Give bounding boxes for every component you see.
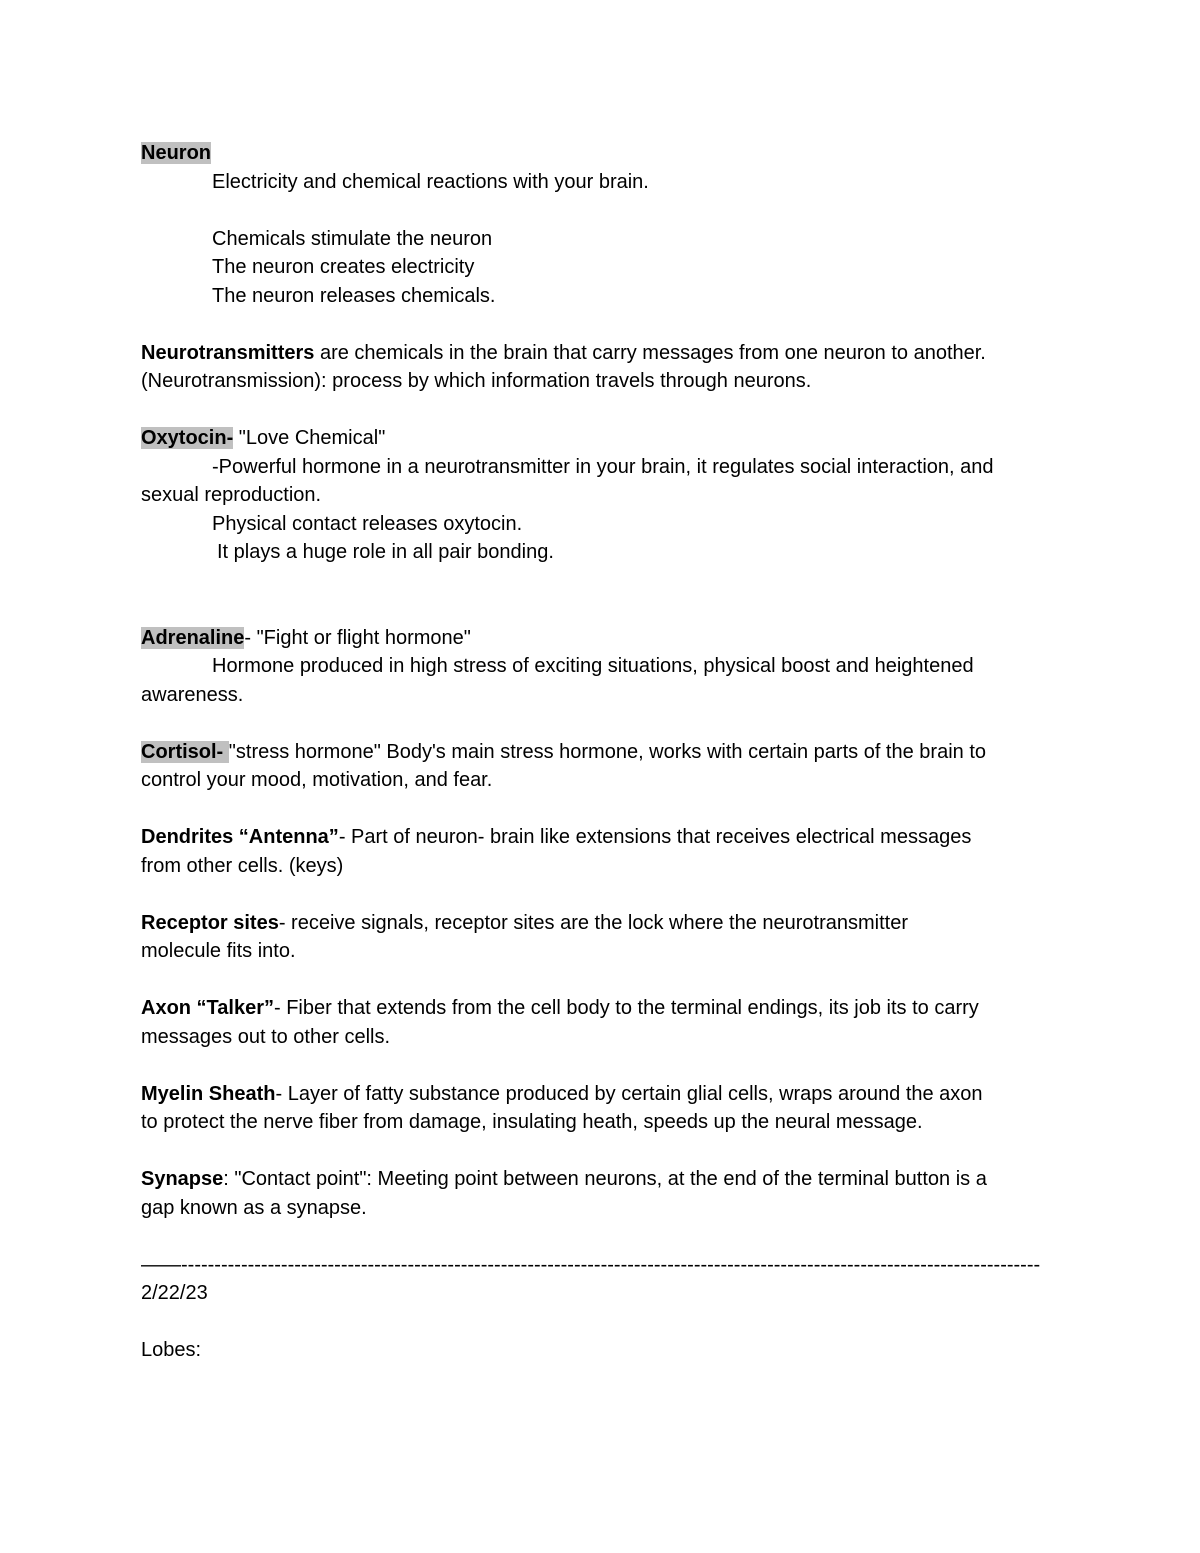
neuron-term: Neuron [141,142,211,164]
oxytocin-text: "Love Chemical" [233,427,386,449]
spacer [141,966,1057,995]
oxytocin-desc-cont: sexual reproduction. [141,484,322,506]
myelin-desc-cont: to protect the nerve fiber from damage, insulating heath, speeds up the neural message. [141,1111,923,1133]
dendrites-term: Dendrites “Antenna” [141,826,339,848]
synapse-text: : "Contact point": Meeting point between neurons, at the end of the terminal button is a [223,1168,987,1190]
neuron-line: Electricity and chemical reactions with your brain. [212,170,649,193]
neuron-step: The neuron creates electricity [212,256,475,278]
myelin-text: - Layer of fatty substance produced by certain glial cells, wraps around the axon [275,1082,983,1105]
spacer [141,1051,1057,1080]
synapse-desc-cont: gap known as a synapse. [141,1196,367,1219]
spacer [141,1137,1057,1166]
spacer [141,595,1057,624]
dendrites-desc-cont: from other cells. (keys) [141,854,344,877]
adrenaline-desc-cont: awareness. [141,683,244,706]
axon-term: Axon “Talker” [141,997,274,1019]
cortisol-text: "stress hormone" Body's main stress hormone, works with certain parts of the brain to [228,740,986,763]
neuron-heading [141,139,1057,168]
oxytocin-desc: -Powerful hormone in a neurotransmitter in your brain, it regulates social interaction, and [212,455,994,478]
spacer [141,795,1057,824]
cortisol-desc-cont: control your mood, motivation, and fear. [141,769,493,791]
adrenaline-desc: Hormone produced in high stress of exciting situations, physical boost and heightened [212,655,974,677]
cortisol-line [141,738,1057,767]
receptor-text: - receive signals, receptor sites are the lock where the neurotransmitter [278,911,909,934]
neurotransmitters-text: are chemicals in the brain that carry messages from one neuron to another. [314,341,986,364]
spacer [141,310,1057,339]
oxytocin-term: Oxytocin- [141,427,234,449]
adrenaline-line [141,624,1057,653]
neuron-step: Chemicals stimulate the neuron [212,227,493,250]
spacer [141,396,1057,425]
neurotransmitters-term: Neurotransmitters [141,341,315,364]
dendrites-text: - Part of neuron- brain like extensions that receives electrical messages [338,826,972,848]
axon-text: - Fiber that extends from the cell body to the terminal endings, its job its to carry [274,997,979,1019]
axon-line [141,994,1057,1023]
spacer [141,709,1057,738]
dendrites-line [141,823,1057,852]
date: 2/22/23 [141,1282,208,1304]
lobes-heading: Lobes: [141,1339,202,1361]
synapse-term: Synapse [141,1168,224,1190]
synapse-line [141,1165,1057,1194]
spacer [141,567,1057,596]
document-page [141,139,1057,1365]
oxytocin-note: Physical contact releases oxytocin. [212,512,523,535]
oxytocin-note: It plays a huge role in all pair bonding. [217,541,554,563]
spacer [141,196,1057,225]
adrenaline-term: Adrenaline [141,626,245,649]
oxytocin-line [141,424,1057,453]
axon-desc-cont: messages out to other cells. [141,1025,391,1048]
receptor-line [141,909,1057,938]
spacer [141,1222,1057,1251]
spacer [141,1308,1057,1337]
divider-line: ——--------------------------------------------------------------------------------------------------------------------------------- [141,1253,1041,1276]
neuron-step: The neuron releases chemicals. [212,284,496,307]
cortisol-term: Cortisol- [141,740,229,763]
receptor-term: Receptor sites [141,911,279,934]
receptor-desc-cont: molecule fits into. [141,940,296,962]
neurotransmission-line: (Neurotransmission): process by which information travels through neurons. [141,370,812,392]
spacer [141,880,1057,909]
adrenaline-text: - "Fight or flight hormone" [244,626,471,649]
myelin-line [141,1080,1057,1109]
neurotransmitters-line [141,339,1057,368]
myelin-term: Myelin Sheath [141,1082,276,1105]
